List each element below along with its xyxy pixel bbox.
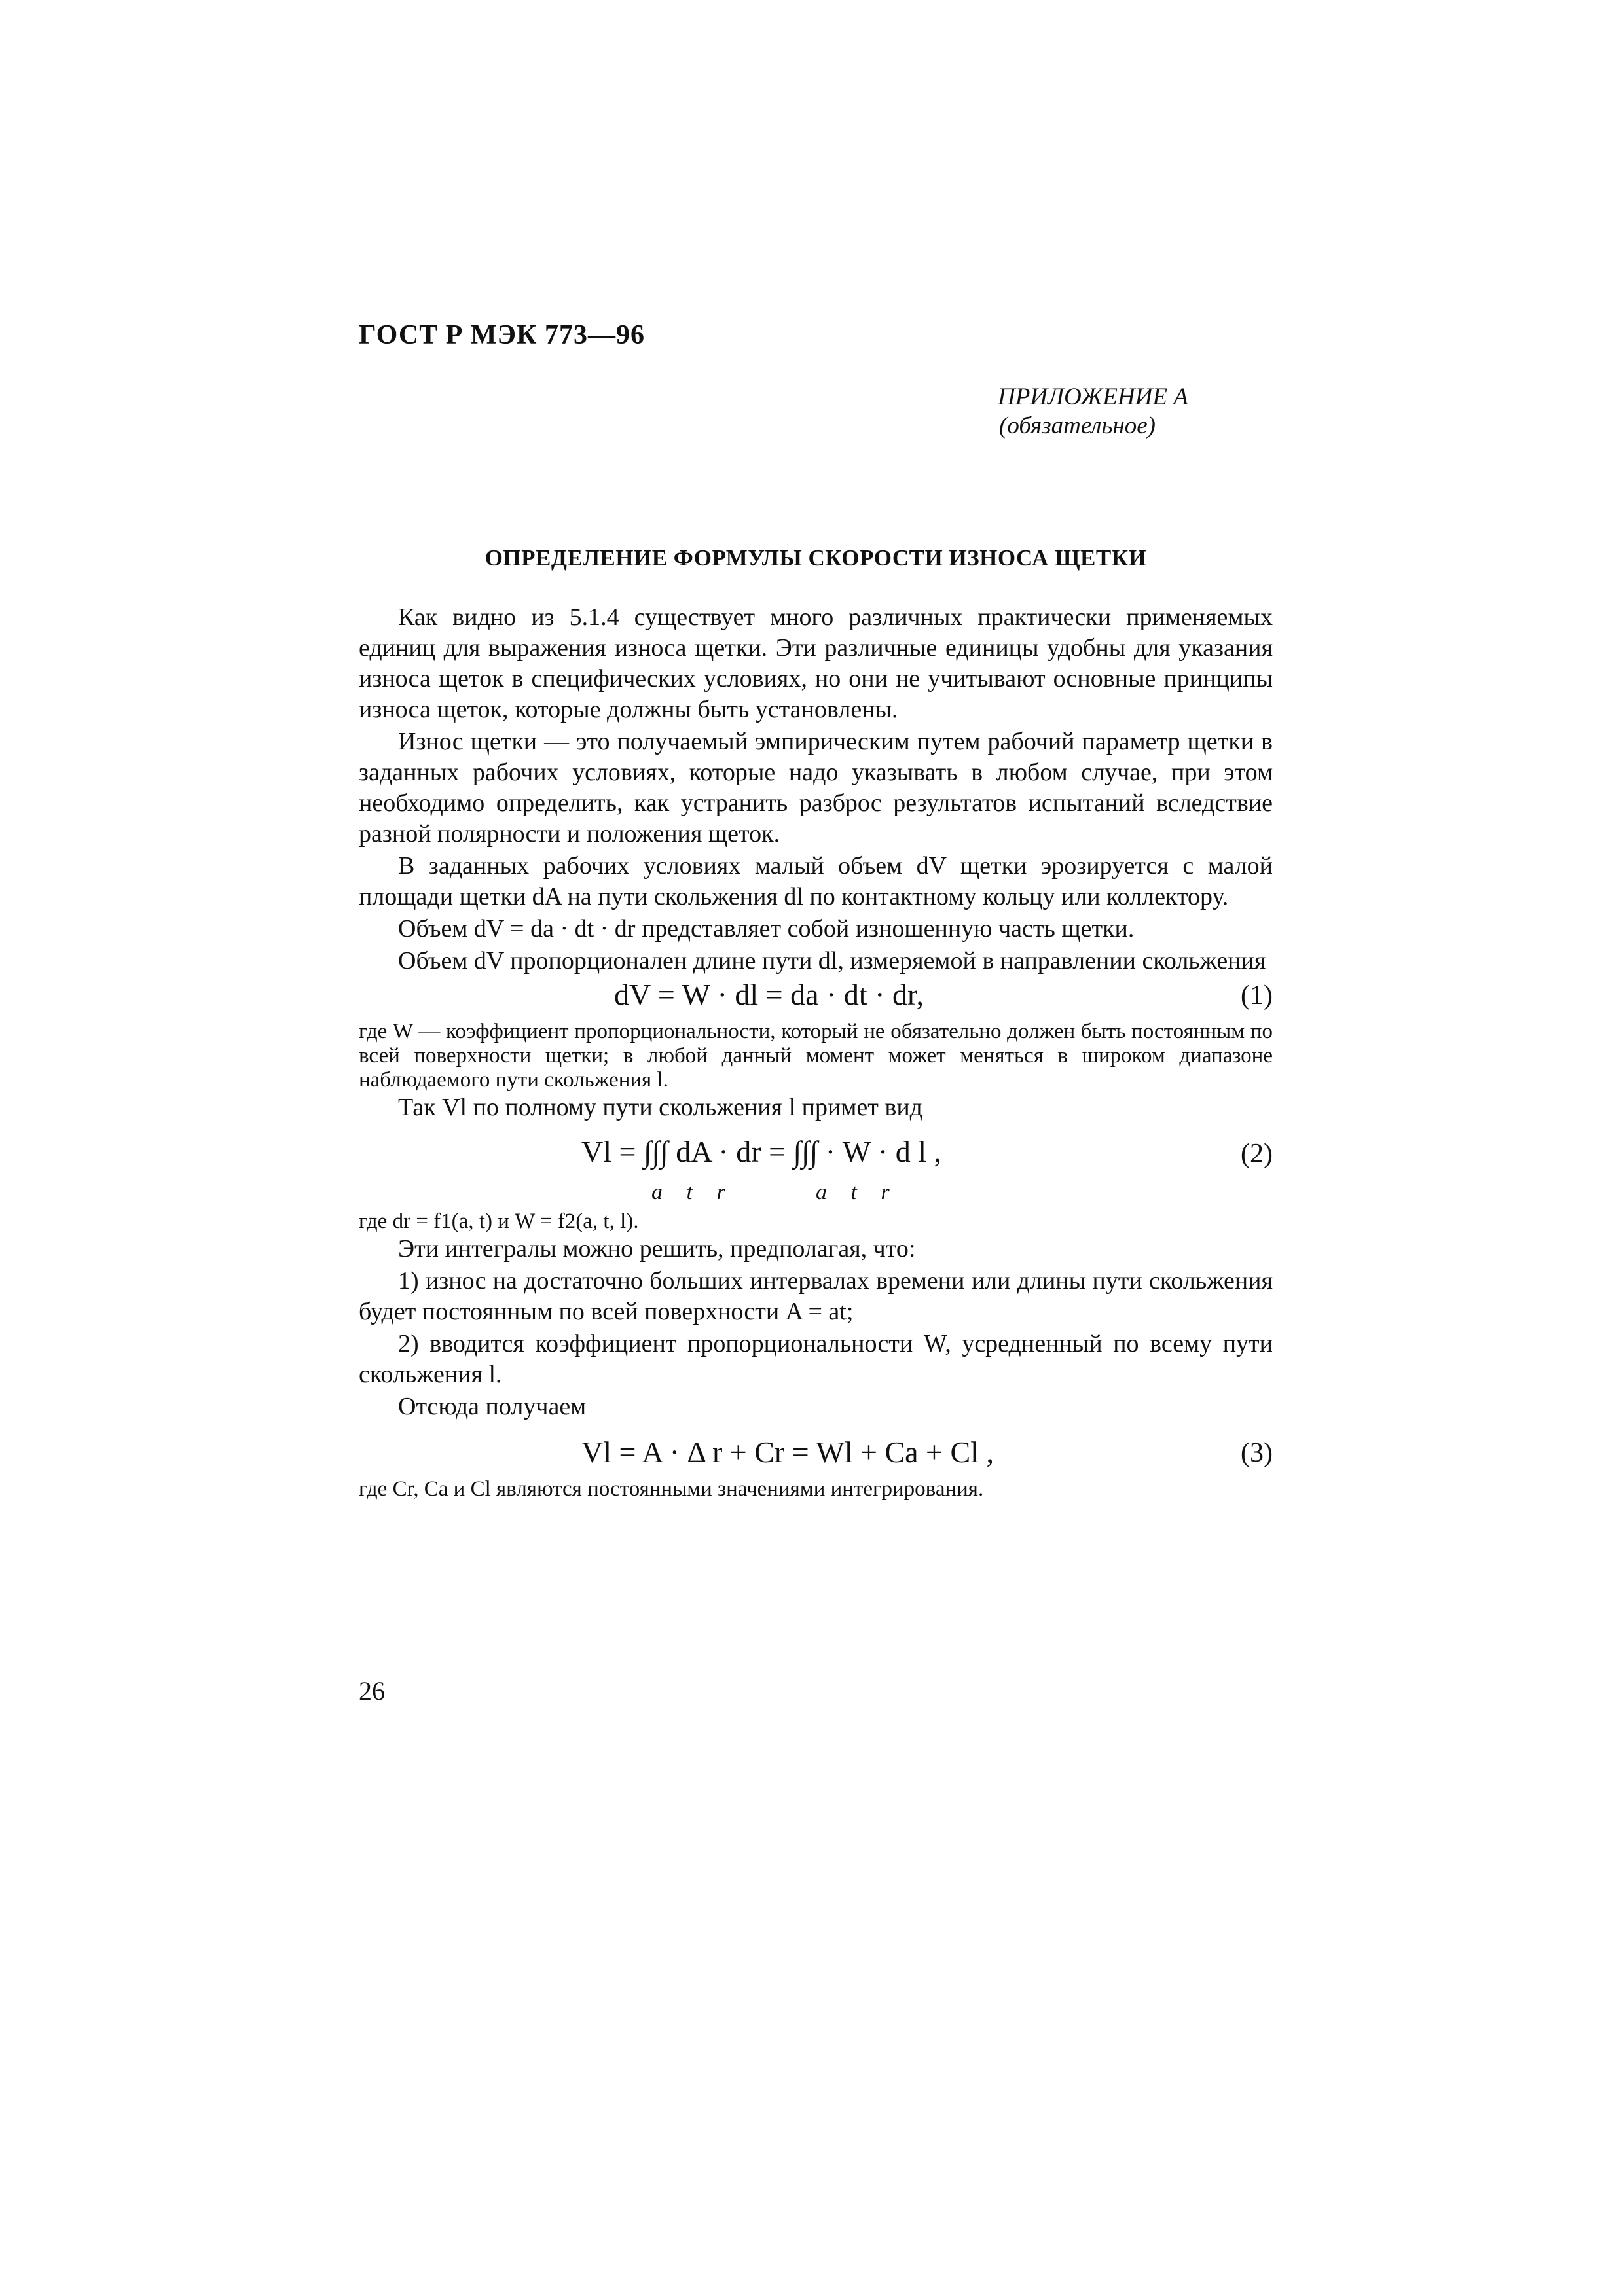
paragraph: 1) износ на достаточно больших интервалах времени или длины пути скольжения будет постоянным по всей поверхности A = at; (359, 1267, 1273, 1325)
formula-2-row (359, 1136, 1273, 1210)
definition-text: где dr = f1(a, t) и W = f2(a, t, l). (359, 1210, 639, 1233)
appendix-type: (обязательное) (999, 412, 1156, 439)
equation-number-2: (2) (1241, 1139, 1273, 1169)
document-code: ГОСТ Р МЭК 773—96 (359, 320, 645, 350)
section-title: ОПРЕДЕЛЕНИЕ ФОРМУЛЫ СКОРОСТИ ИЗНОСА ЩЕТКИ (484, 545, 1147, 571)
appendix-label (998, 383, 1273, 440)
paragraph: Объем dV пропорционален длине пути dl, измеряемой в направлении скольжения (398, 947, 1266, 975)
paragraph: Износ щетки — это получаемый эмпирическим путем рабочий параметр щетки в заданных рабочих условиях, которые надо указывать в любом случае, при этом необходимо определить, как устранить разброс результатов испытаний вследствие разной полярности и положения щеток. (359, 728, 1273, 848)
paragraph: Эти интегралы можно решить, предполагая, что: (398, 1235, 916, 1263)
formula-3-row (359, 1437, 1273, 1476)
equation-number-1: (1) (1241, 980, 1273, 1011)
equation-number-3: (3) (1241, 1438, 1273, 1468)
formula-2: Vl = ∫∫∫ dA · dr = ∫∫∫ · W · d l , (581, 1135, 941, 1168)
appendix-title: ПРИЛОЖЕНИЕ А (998, 384, 1188, 410)
body-text (359, 602, 1273, 1501)
paragraph: 2) вводится коэффициент пропорциональности W, усредненный по всему пути скольжения l. (359, 1330, 1273, 1388)
paragraph: Так Vl по полному пути скольжения l примет вид (398, 1094, 922, 1121)
formula-3: Vl = A · Δ r + Cr = Wl + Ca + Cl , (581, 1435, 994, 1469)
document-page (359, 0, 1273, 2296)
paragraph: Объем dV = da · dt · dr представляет собой изношенную часть щетки. (398, 915, 1135, 942)
formula-1-row (359, 979, 1273, 1018)
paragraph: В заданных рабочих условиях малый объем dV щетки эрозируется с малой площади щетки dA на пути скольжения dl по контактному кольцу или коллектору. (359, 852, 1273, 910)
page-number: 26 (359, 1676, 385, 1706)
integral-limits-left: a t r (651, 1180, 735, 1204)
definition-text: где W — коэффициент пропорциональности, который не обязательно должен быть постоянным по всей поверхности щетки; в любой данный момент может меняться в широком диапазоне наблюдаемого пути скольжения l. (359, 1020, 1273, 1092)
integral-limits-right: a t r (816, 1180, 899, 1204)
formula-1: dV = W · dl = da · dt · dr, (614, 978, 924, 1011)
paragraph: Как видно из 5.1.4 существует много различных практически применяемых единиц для выражения износа щетки. Эти различные единицы удобны для указания износа щеток в специфических условиях, но они не учитывают основные принципы износа щеток, которые должны быть установлены. (359, 603, 1273, 723)
definition-text: где Cr, Ca и Cl являются постоянными значениями интегрирования. (359, 1477, 984, 1501)
paragraph: Отсюда получаем (398, 1393, 587, 1420)
